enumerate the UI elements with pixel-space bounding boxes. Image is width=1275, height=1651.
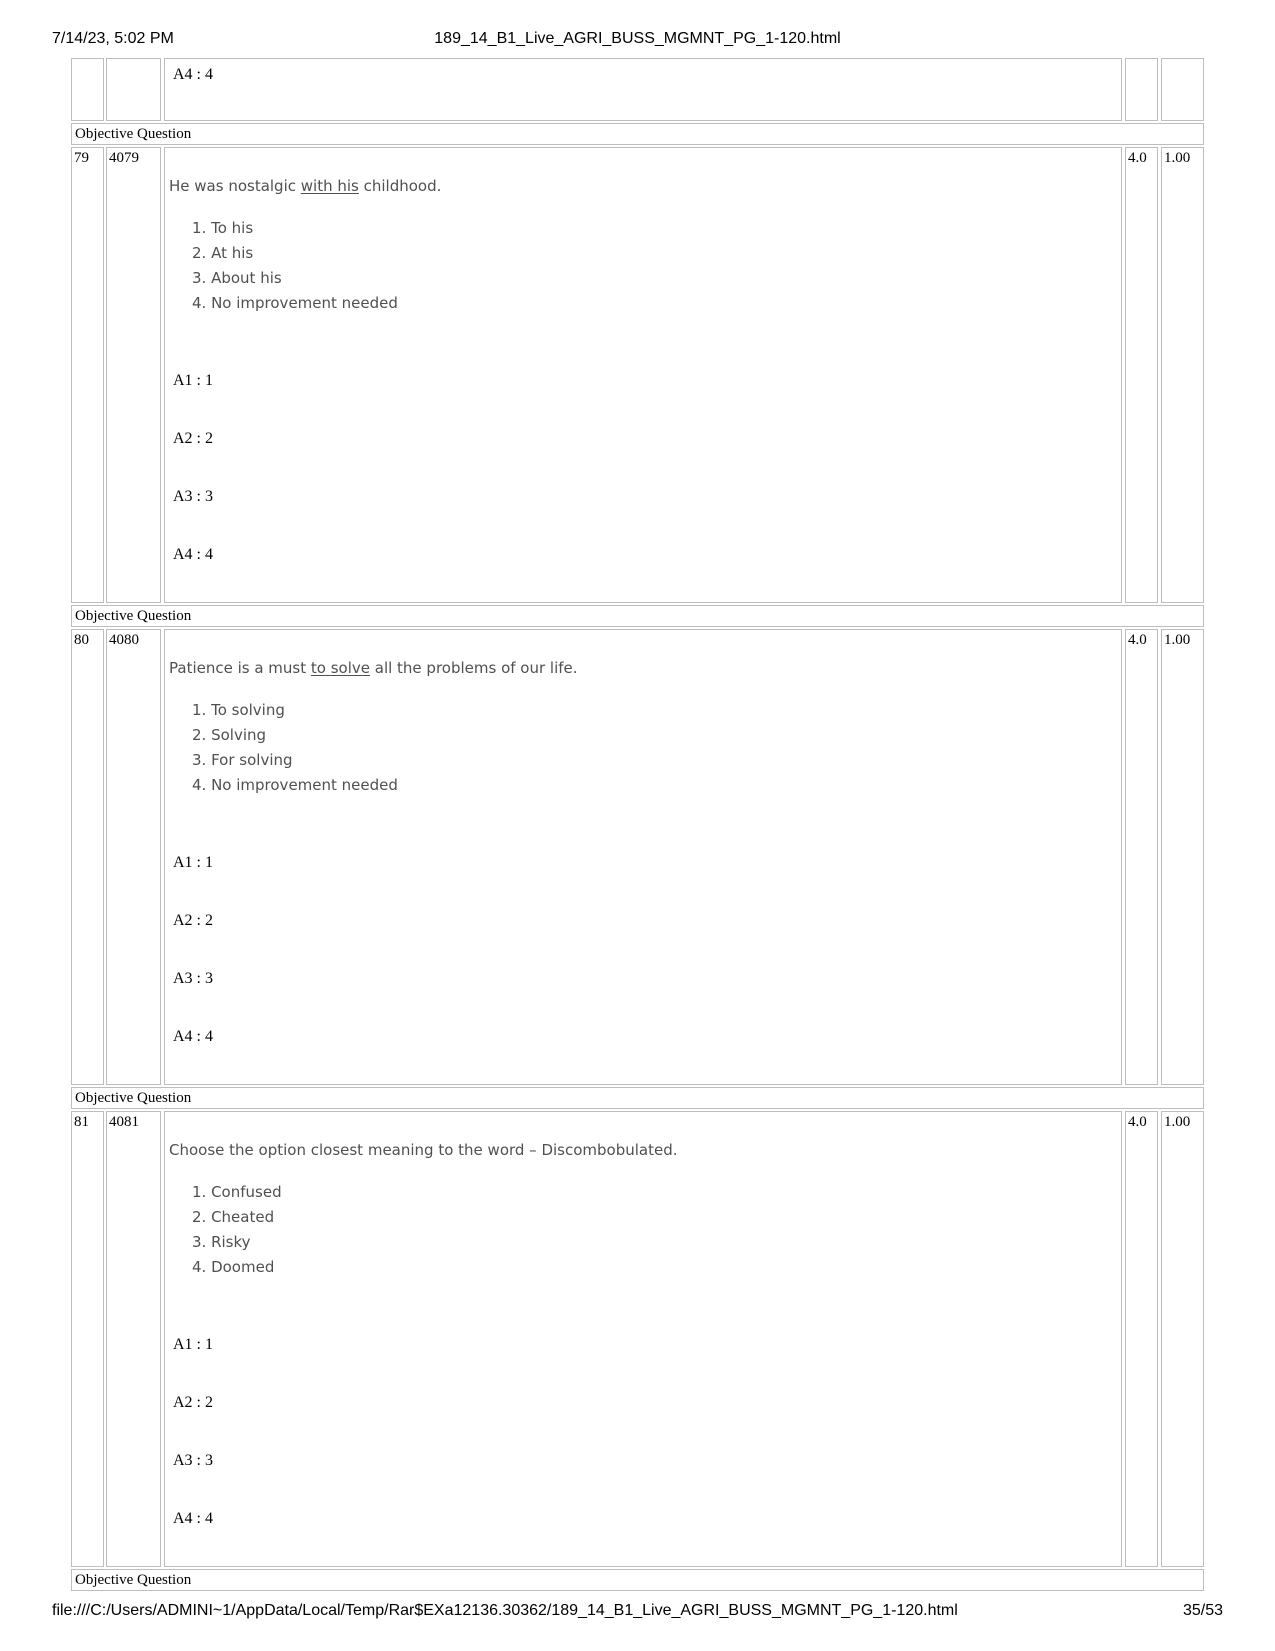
section-header [71, 1569, 1204, 1591]
answer-line: A4 : 4 [173, 66, 213, 83]
question-id: 4081 [109, 1114, 139, 1130]
section-label: Objective Question [75, 1572, 192, 1588]
marks-value: 4.0 [1128, 632, 1147, 648]
negative-marks-cell [1161, 629, 1204, 1085]
sno-cell [71, 1111, 104, 1567]
answer-line: A2 : 2 [173, 430, 213, 447]
question-text-part: Patience is a must [169, 659, 311, 677]
answer-line: A1 : 1 [173, 854, 213, 871]
question-serial-number: 80 [74, 632, 89, 648]
negative-marks-value: 1.00 [1164, 632, 1191, 648]
options-list [192, 1180, 282, 1280]
question-text-part: all the problems of our life. [369, 659, 578, 677]
options-list [192, 216, 398, 316]
options-list [192, 698, 398, 798]
marks-cell [1125, 1111, 1158, 1567]
qid-cell [106, 147, 161, 603]
option-item: 1. To his [192, 219, 254, 237]
option-item: 2. Solving [192, 726, 267, 744]
section-label: Objective Question [75, 608, 192, 624]
answer-line: A3 : 3 [173, 488, 213, 505]
option-item: 4. Doomed [192, 1258, 275, 1276]
print-datetime: 7/14/23, 5:02 PM [52, 30, 174, 47]
option-item: 4. No improvement needed [192, 294, 398, 312]
marks-value: 4.0 [1128, 1114, 1147, 1130]
question-text: Choose the option closest meaning to the word – Discombobulated. [169, 1141, 678, 1159]
answer-line: A3 : 3 [173, 970, 213, 987]
section-header [71, 123, 1204, 145]
question-cell [164, 1111, 1122, 1567]
question-id: 4079 [109, 150, 139, 166]
option-item: 3. For solving [192, 751, 293, 769]
question-text [169, 658, 578, 678]
marks-value: 4.0 [1128, 150, 1147, 166]
answer-line: A1 : 1 [173, 372, 213, 389]
marks-cell [1125, 58, 1158, 121]
page-number: 35/53 [1182, 1602, 1223, 1619]
question-text-part: childhood. [358, 177, 442, 195]
sno-cell [71, 147, 104, 603]
question-serial-number: 79 [74, 150, 89, 166]
qid-cell [106, 629, 161, 1085]
marks-cell [1125, 147, 1158, 603]
answer-line: A4 : 4 [173, 1028, 213, 1045]
sno-cell [71, 58, 104, 121]
question-text-part: He was nostalgic [169, 177, 301, 195]
option-item: 3. About his [192, 269, 282, 287]
option-item: 2. At his [192, 244, 254, 262]
question-serial-number: 81 [74, 1114, 89, 1130]
answer-line: A3 : 3 [173, 1452, 213, 1469]
section-label: Objective Question [75, 1090, 192, 1106]
negative-marks-value: 1.00 [1164, 150, 1191, 166]
section-header [71, 605, 1204, 627]
underlined-phrase: with his [300, 177, 359, 195]
option-item: 3. Risky [192, 1233, 251, 1251]
question-text [169, 176, 441, 196]
answer-line: A2 : 2 [173, 1394, 213, 1411]
section-label: Objective Question [75, 126, 192, 142]
negative-marks-cell [1161, 147, 1204, 603]
answer-line: A4 : 4 [173, 546, 213, 563]
option-item: 4. No improvement needed [192, 776, 398, 794]
option-item: 1. Confused [192, 1183, 282, 1201]
qid-cell [106, 1111, 161, 1567]
answer-line: A1 : 1 [173, 1336, 213, 1353]
option-item: 1. To solving [192, 701, 285, 719]
document-title: 189_14_B1_Live_AGRI_BUSS_MGMNT_PG_1-120.html [434, 30, 841, 47]
answer-line: A4 : 4 [173, 1510, 213, 1527]
marks-cell [1125, 629, 1158, 1085]
answer-line: A2 : 2 [173, 912, 213, 929]
source-file-url: file:///C:/Users/ADMINI~1/AppData/Local/Temp/Rar$EXa12136.30362/189_14_B1_Live_AGRI_BUSS_MGMNT_PG_1-120.html [52, 1602, 958, 1619]
sno-cell [71, 629, 104, 1085]
section-header [71, 1087, 1204, 1109]
question-cell [164, 58, 1122, 121]
negative-marks-cell [1161, 1111, 1204, 1567]
underlined-phrase: to solve [310, 659, 370, 677]
question-id: 4080 [109, 632, 139, 648]
option-item: 2. Cheated [192, 1208, 275, 1226]
negative-marks-value: 1.00 [1164, 1114, 1191, 1130]
negative-marks-cell [1161, 58, 1204, 121]
qid-cell [106, 58, 161, 121]
